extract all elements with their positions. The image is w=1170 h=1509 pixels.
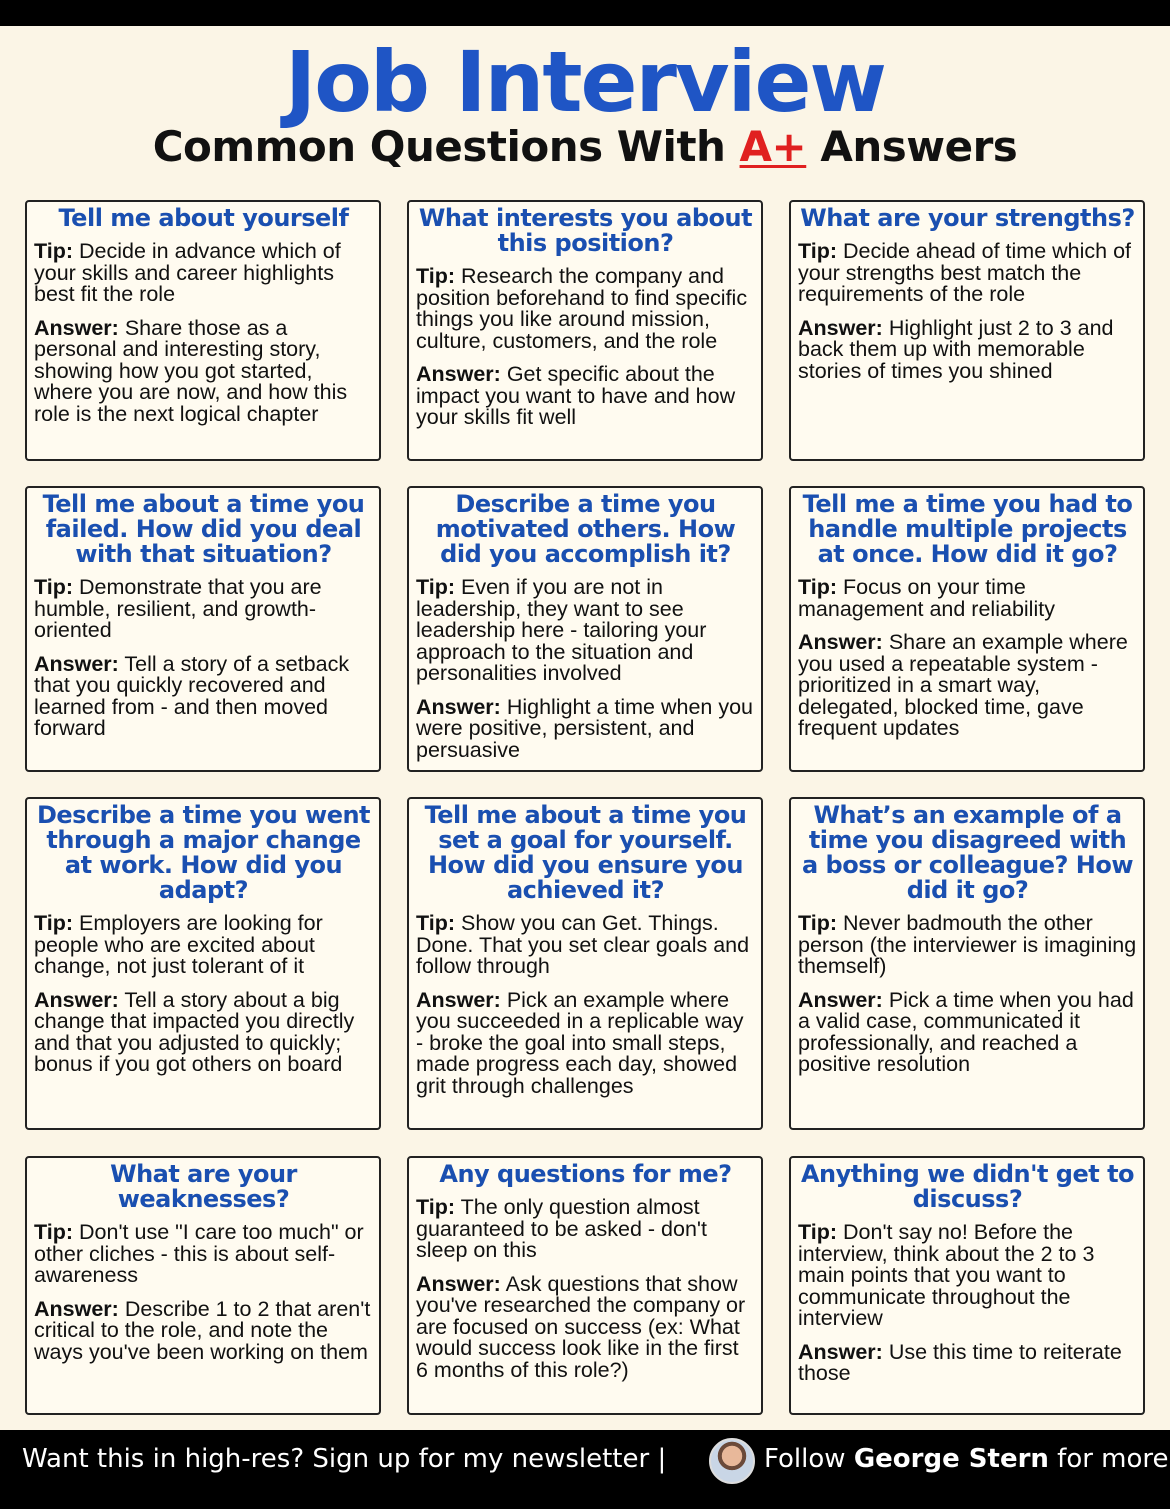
question-card <box>25 486 381 772</box>
answer-label: Answer: <box>798 315 883 340</box>
top-bar <box>0 0 1170 26</box>
tip-label: Tip: <box>416 575 456 599</box>
answer-text: Highlight a time when you were positive, persistent, and persuasive <box>416 694 754 762</box>
tip-label: Tip: <box>416 911 456 935</box>
tip-label: Tip: <box>34 1220 74 1244</box>
tip-label: Tip: <box>34 575 74 599</box>
card-answer <box>416 694 755 762</box>
card-tip <box>34 577 373 642</box>
answer-text: Pick an example where you succeeded in a replicable way - broke the goal into small steps, made progress each day, showed grit through challenges <box>416 987 744 1098</box>
card-question: What are your strengths? <box>800 204 1135 232</box>
card-answer <box>34 987 373 1076</box>
answer-text: Highlight just 2 to 3 and back them up with memorable stories of times you shined <box>798 315 1114 383</box>
card-answer <box>798 315 1137 383</box>
tip-label: Tip: <box>416 1195 456 1219</box>
card-tip <box>34 913 373 978</box>
subtitle-suffix: Answers <box>806 122 1018 171</box>
tip-text: Employers are looking for people who are excited about change, not just tolerant of it <box>34 911 323 978</box>
answer-label: Answer: <box>34 987 119 1012</box>
tip-text: Don't say no! Before the interview, think about the 2 to 3 main points that you want to communicate throughout the interview <box>798 1220 1095 1330</box>
card-question: Anything we didn't get to discuss? <box>800 1160 1135 1213</box>
card-question: Tell me about a time you set a goal for yourself. How did you ensure you achieved it? <box>424 801 747 904</box>
card-tip <box>416 577 755 685</box>
card-tip <box>34 1222 373 1287</box>
card-question: What interests you about this position? <box>418 204 753 257</box>
answer-label: Answer: <box>798 987 883 1012</box>
answer-text: Share those as a personal and interesting story, showing how you got started, where you are now, and how this role is the next logical chapter <box>34 315 348 426</box>
answer-label: Answer: <box>416 987 501 1012</box>
tip-label: Tip: <box>34 911 74 935</box>
question-card <box>789 200 1145 461</box>
card-answer <box>798 987 1137 1076</box>
follow-prefix: Follow <box>764 1444 854 1474</box>
tip-label: Tip: <box>798 911 838 935</box>
card-answer <box>416 364 755 429</box>
card-question: Any questions for me? <box>439 1160 732 1188</box>
answer-label: Answer: <box>34 651 119 676</box>
card-tip <box>416 913 755 978</box>
page-title: Job Interview <box>284 33 886 131</box>
card-question: Tell me about yourself <box>58 204 349 232</box>
card-question: What’s an example of a time you disagreed with a boss or colleague? How did it go? <box>801 801 1134 904</box>
card-answer <box>34 1296 373 1364</box>
answer-label: Answer: <box>34 1296 119 1321</box>
card-question: What are your weaknesses? <box>110 1160 297 1213</box>
answer-label: Answer: <box>798 1339 883 1364</box>
tip-text: Research the company and position beforehand to find specific things you like around mission, culture, customers, and the role <box>416 264 748 353</box>
answer-label: Answer: <box>416 1271 501 1296</box>
question-card <box>407 797 763 1130</box>
answer-text: Pick a time when you had a valid case, communicated it professionally, and reached a positive resolution <box>798 987 1134 1076</box>
author-name: George Stern <box>853 1444 1049 1474</box>
tip-text: Show you can Get. Things. Done. That you set clear goals and follow through <box>416 911 750 978</box>
card-tip <box>798 1222 1137 1330</box>
tip-text: Don't use "I care too much" or other cliches - this is about self-awareness <box>34 1220 364 1287</box>
follow-suffix: for more <box>1048 1444 1169 1474</box>
answer-text: Tell a story about a big change that impacted you directly and that you adjusted to quickly; bonus if you got others on board <box>34 987 355 1076</box>
card-tip <box>416 1197 755 1262</box>
tip-text: Focus on your time management and reliability <box>798 575 1055 621</box>
card-tip <box>416 266 755 352</box>
answer-label: Answer: <box>416 362 501 386</box>
tip-label: Tip: <box>416 264 456 288</box>
subtitle-prefix: Common Questions With <box>152 122 740 171</box>
card-tip <box>798 241 1137 306</box>
tip-text: Decide ahead of time which of your strengths best match the requirements of the role <box>798 239 1132 306</box>
tip-label: Tip: <box>798 575 838 599</box>
tip-label: Tip: <box>798 239 838 263</box>
question-card <box>407 486 763 772</box>
question-card <box>789 486 1145 772</box>
card-answer <box>416 1271 755 1382</box>
tip-text: Even if you are not in leadership, they want to see leadership here - tailoring your approach to the situation and personalities involved <box>416 575 707 685</box>
answer-text: Describe 1 to 2 that aren't critical to the role, and note the ways you've been working on them <box>34 1296 371 1364</box>
avatar <box>709 1438 755 1484</box>
question-card <box>789 797 1145 1130</box>
tip-text: Demonstrate that you are humble, resilient, and growth-oriented <box>34 575 322 642</box>
answer-label: Answer: <box>416 694 501 719</box>
card-tip <box>798 913 1137 978</box>
answer-label: Answer: <box>798 630 883 654</box>
tip-label: Tip: <box>798 1220 838 1244</box>
tip-text: Never badmouth the other person (the interviewer is imagining themself) <box>798 911 1137 978</box>
answer-text: Use this time to reiterate those <box>798 1339 1122 1385</box>
question-card <box>25 1156 381 1415</box>
card-question: Tell me about a time you failed. How did you deal with that situation? <box>42 490 365 568</box>
answer-text: Share an example where you used a repeatable system - prioritized in a smart way, delegated, blocked time, gave frequent updates <box>798 630 1128 740</box>
follow-text[interactable] <box>764 1442 1169 1476</box>
page-subtitle <box>0 120 1170 174</box>
card-answer <box>34 315 373 426</box>
answer-text: Get specific about the impact you want to have and how your skills fit well <box>416 362 736 429</box>
newsletter-link[interactable]: Want this in high-res? Sign up for my newsletter | <box>22 1444 667 1474</box>
subtitle-grade: A+ <box>739 122 807 171</box>
answer-text: Ask questions that show you've researched the company or are focused on success (ex: What would success look like in the first 6 months of this role?) <box>416 1271 746 1382</box>
card-answer <box>34 651 373 740</box>
card-question: Describe a time you went through a major change at work. How did you adapt? <box>36 801 371 904</box>
card-tip <box>798 577 1137 620</box>
question-card <box>789 1156 1145 1415</box>
question-card <box>407 1156 763 1415</box>
card-answer <box>416 987 755 1098</box>
answer-text: Tell a story of a setback that you quickly recovered and learned from - and then moved forward <box>34 651 350 740</box>
answer-label: Answer: <box>34 315 119 340</box>
tip-label: Tip: <box>34 239 74 263</box>
tip-text: Decide in advance which of your skills and career highlights best fit the role <box>34 239 341 306</box>
card-question: Describe a time you motivated others. How did you accomplish it? <box>435 490 736 568</box>
card-answer <box>798 632 1137 740</box>
card-answer <box>798 1339 1137 1385</box>
tip-text: The only question almost guaranteed to be asked - don't sleep on this <box>416 1195 707 1262</box>
question-card <box>407 200 763 461</box>
card-question: Tell me a time you had to handle multiple projects at once. How did it go? <box>802 490 1133 568</box>
question-card <box>25 797 381 1130</box>
footer-bar <box>0 1430 1170 1509</box>
card-tip <box>34 241 373 306</box>
question-card <box>25 200 381 461</box>
